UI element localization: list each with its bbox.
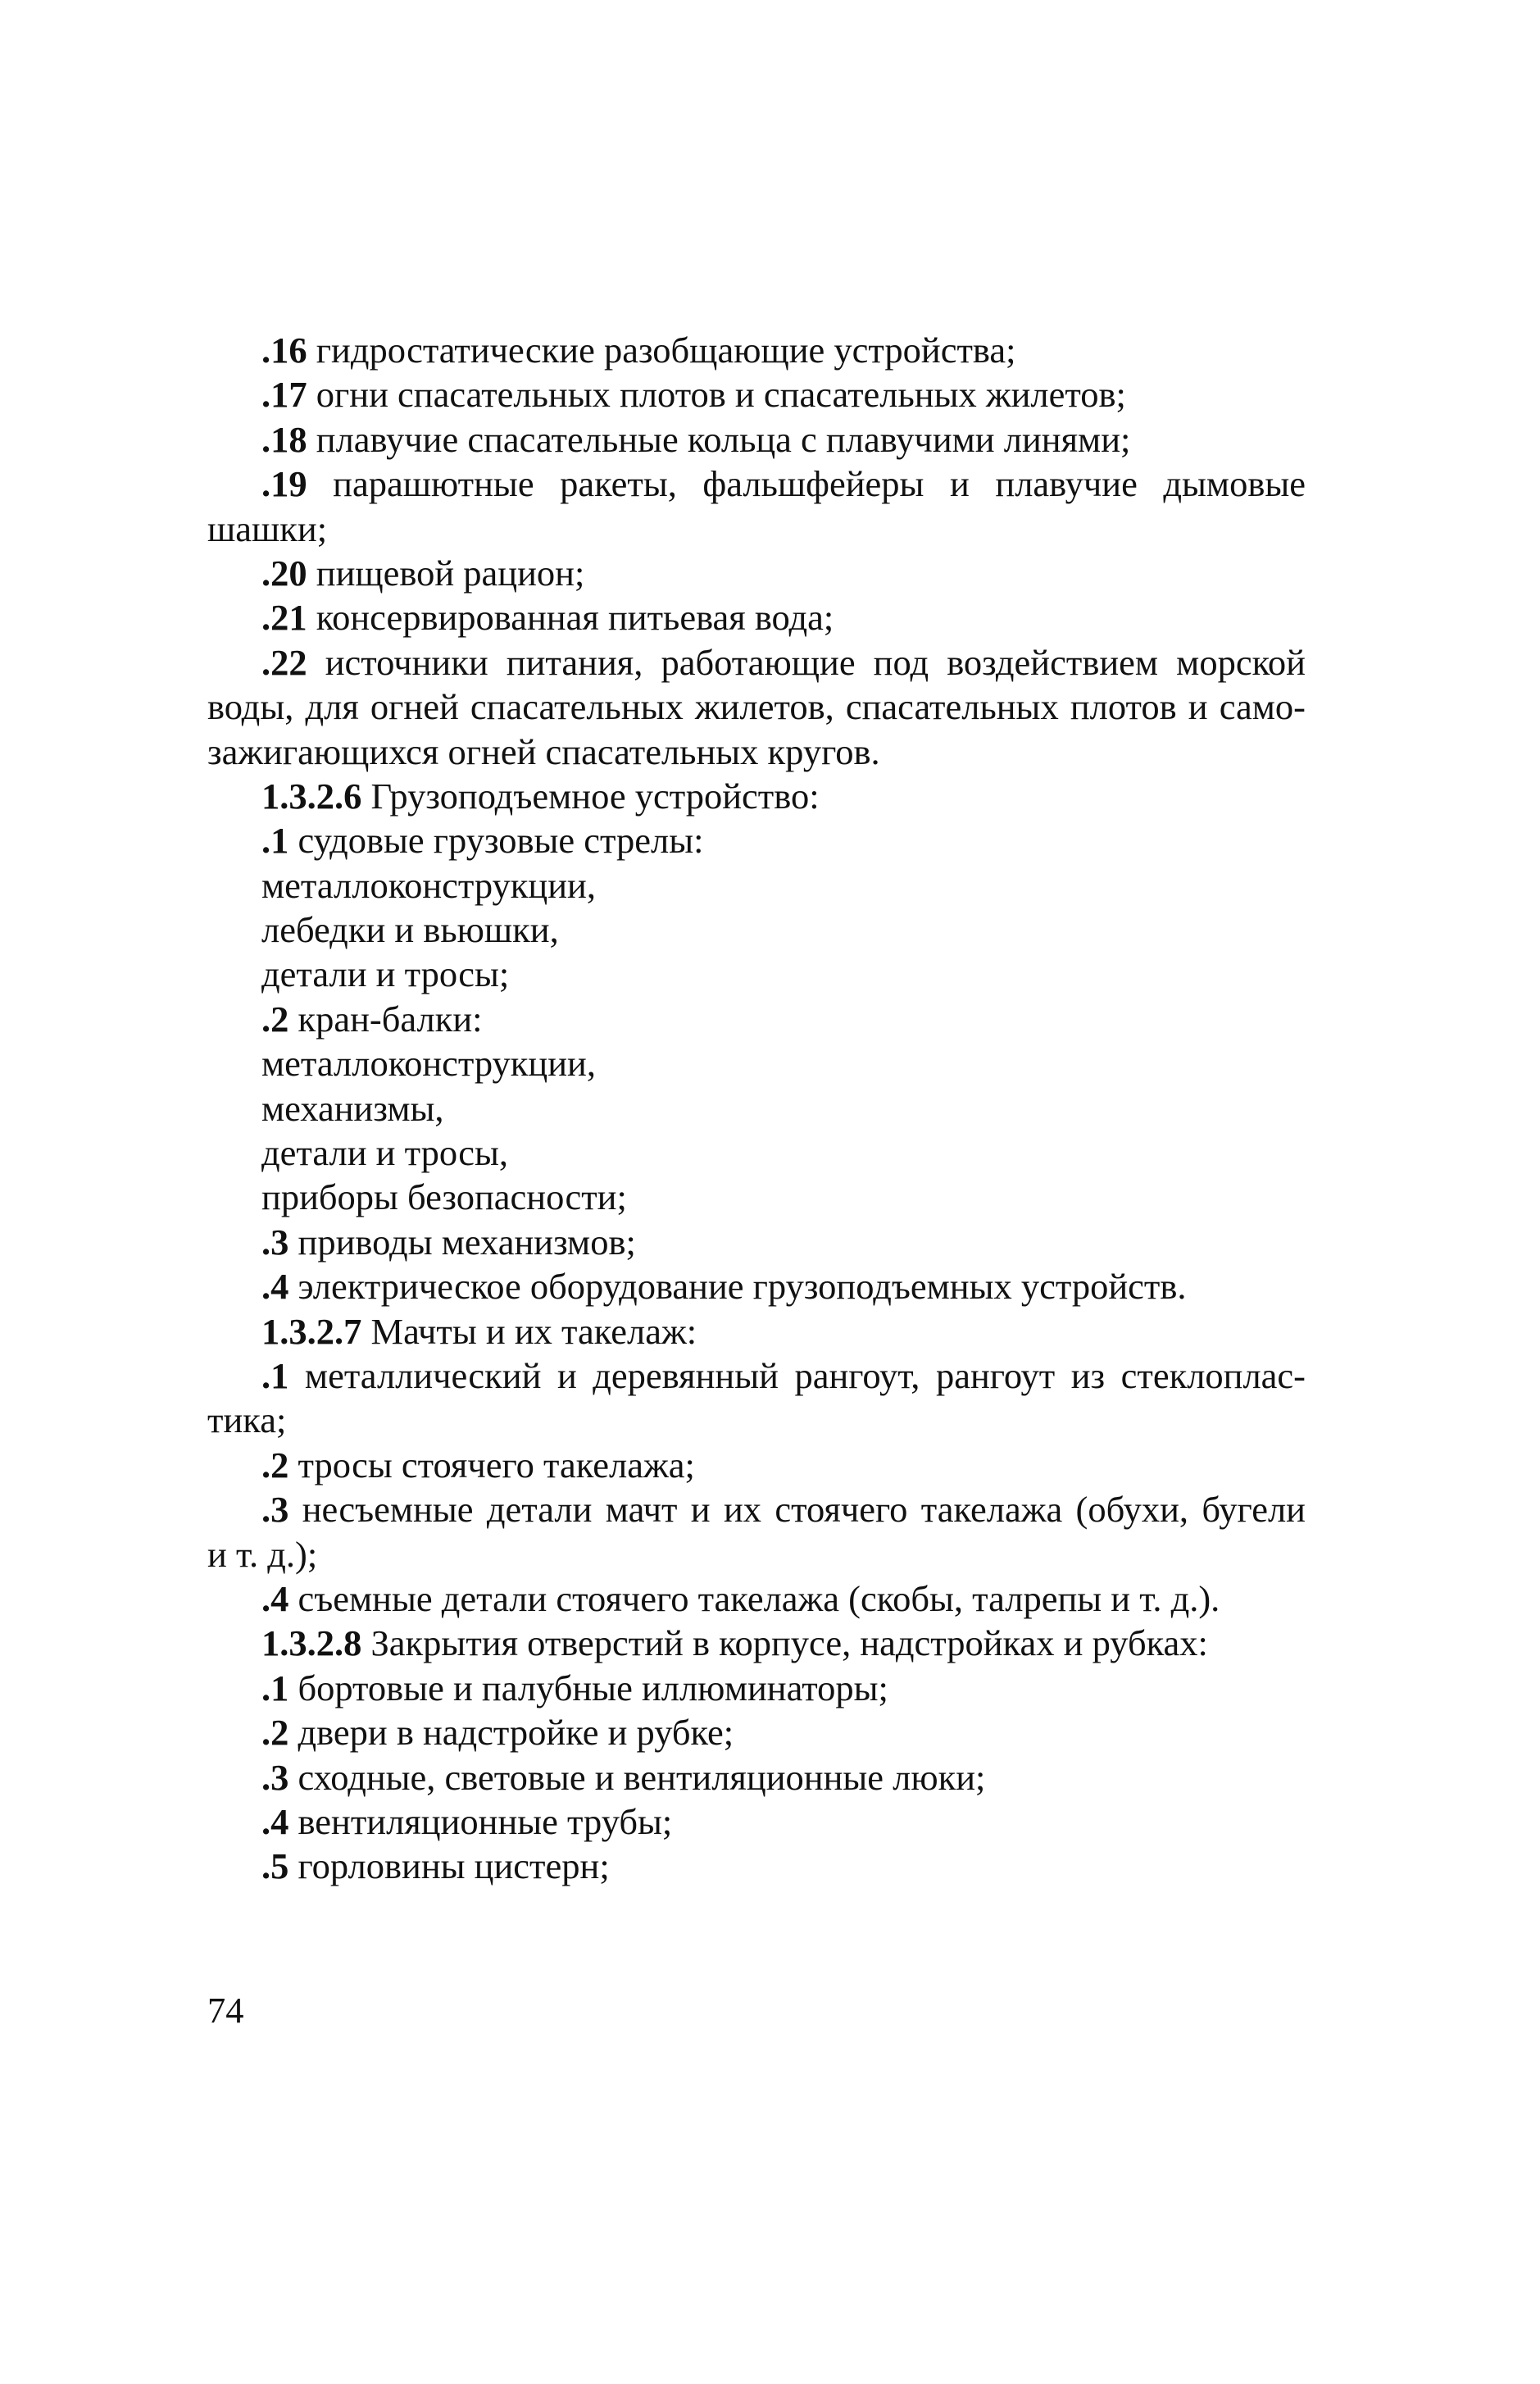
item-number: .22 [261, 641, 307, 683]
list-item [207, 1666, 1306, 1710]
item-number: .3 [261, 1489, 289, 1531]
item-number: .4 [261, 1577, 289, 1619]
list-item-continuation: воды, для огней спасательных жилетов, спасательных плотов и само- [207, 686, 1306, 728]
sub-item [207, 1041, 1306, 1085]
item-number: .18 [261, 418, 307, 460]
item-text: парашютные ракеты, фальшфейеры и плавучие дымовые [307, 463, 1306, 505]
section-title: Грузоподъемное устройство: [361, 775, 820, 817]
item-number: .17 [261, 374, 307, 416]
list-item [207, 1576, 1306, 1621]
list-item [207, 372, 1306, 416]
sub-item [207, 1131, 1306, 1175]
sub-item-text: приборы безопасности; [261, 1176, 627, 1218]
sub-item-text: металлоконструкции, [261, 1043, 596, 1085]
section-number: 1.3.2.7 [261, 1310, 362, 1352]
item-number: .1 [261, 1354, 289, 1396]
item-number: .3 [261, 1221, 289, 1263]
list-item [207, 1844, 1306, 1888]
item-text: источники питания, работающие под воздействием морской [307, 641, 1306, 683]
list-item [207, 595, 1306, 639]
section-title: Мачты и их такелаж: [361, 1310, 697, 1352]
list-item [207, 1799, 1306, 1844]
item-text: консервированная питьевая вода; [307, 597, 834, 639]
sub-item-text: детали и тросы, [261, 1132, 508, 1174]
item-number: .4 [261, 1266, 289, 1308]
item-text: съемные детали стоячего такелажа (скобы, талрепы и т. д.). [288, 1577, 1220, 1619]
list-item [207, 328, 1306, 372]
item-number: .21 [261, 597, 307, 639]
list-item [207, 1443, 1306, 1487]
sub-item [207, 1175, 1306, 1219]
list-item [207, 1710, 1306, 1754]
sub-item-text: механизмы, [261, 1087, 444, 1129]
sub-item [207, 1086, 1306, 1131]
item-number: .3 [261, 1756, 289, 1798]
sub-item [207, 863, 1306, 908]
sub-item-text: металлоконструкции, [261, 864, 596, 906]
item-number: .2 [261, 1444, 289, 1485]
list-item [207, 1755, 1306, 1799]
list-item-continuation: тика; [207, 1399, 287, 1441]
item-number: .20 [261, 552, 307, 594]
item-number: .2 [261, 998, 289, 1040]
item-number: .1 [261, 1667, 289, 1708]
item-text: вентиляционные трубы; [288, 1800, 673, 1842]
section-number: 1.3.2.6 [261, 775, 362, 817]
section-number: 1.3.2.8 [261, 1622, 362, 1664]
item-number: .2 [261, 1712, 289, 1754]
list-item [207, 640, 1306, 685]
item-number: .4 [261, 1800, 289, 1842]
section-heading [207, 774, 1306, 818]
sub-item-text: лебедки и вьюшки, [261, 909, 559, 951]
section-heading [207, 1621, 1306, 1665]
list-item [207, 462, 1306, 506]
list-item [207, 1354, 1306, 1398]
item-text: пищевой рацион; [307, 552, 585, 594]
item-text: огни спасательных плотов и спасательных жилетов; [307, 374, 1126, 416]
list-item [207, 551, 1306, 595]
item-number: .1 [261, 820, 289, 862]
sub-item [207, 908, 1306, 952]
item-text: приводы механизмов; [288, 1221, 636, 1263]
list-item [207, 1220, 1306, 1264]
item-text: гидростатические разобщающие устройства; [307, 330, 1016, 371]
item-text: металлический и деревянный рангоут, рангоут из стеклоплас- [288, 1354, 1306, 1396]
item-text: тросы стоячего такелажа; [288, 1444, 695, 1485]
page-number: 74 [207, 1990, 244, 2031]
item-text: двери в надстройке и рубке; [288, 1712, 734, 1754]
item-text: плавучие спасательные кольца с плавучими линями; [307, 418, 1131, 460]
list-item-continuation: зажигающихся огней спасательных кругов. [207, 730, 880, 772]
list-item [207, 1487, 1306, 1531]
list-item [207, 417, 1306, 462]
item-text: сходные, световые и вентиляционные люки; [288, 1756, 986, 1798]
item-text: бортовые и палубные иллюминаторы; [288, 1667, 888, 1708]
list-item-continuation: и т. д.); [207, 1533, 318, 1575]
section-heading [207, 1309, 1306, 1354]
section-title: Закрытия отверстий в корпусе, надстройках и рубках: [361, 1622, 1208, 1664]
page-body [207, 328, 1306, 1889]
item-number: .5 [261, 1845, 289, 1887]
list-item [207, 997, 1306, 1041]
sub-item [207, 952, 1306, 996]
item-text: несъемные детали мачт и их стоячего такелажа (обухи, бугели [288, 1489, 1306, 1531]
list-item [207, 818, 1306, 862]
sub-item-text: детали и тросы; [261, 953, 510, 995]
item-text: электрическое оборудование грузоподъемных устройств. [288, 1266, 1187, 1308]
item-number: .16 [261, 330, 307, 371]
item-text: кран-балки: [288, 998, 483, 1040]
list-item-continuation: шашки; [207, 507, 328, 549]
item-text: судовые грузовые стрелы: [288, 820, 704, 862]
item-number: .19 [261, 463, 307, 505]
item-text: горловины цистерн; [288, 1845, 610, 1887]
list-item [207, 1264, 1306, 1308]
